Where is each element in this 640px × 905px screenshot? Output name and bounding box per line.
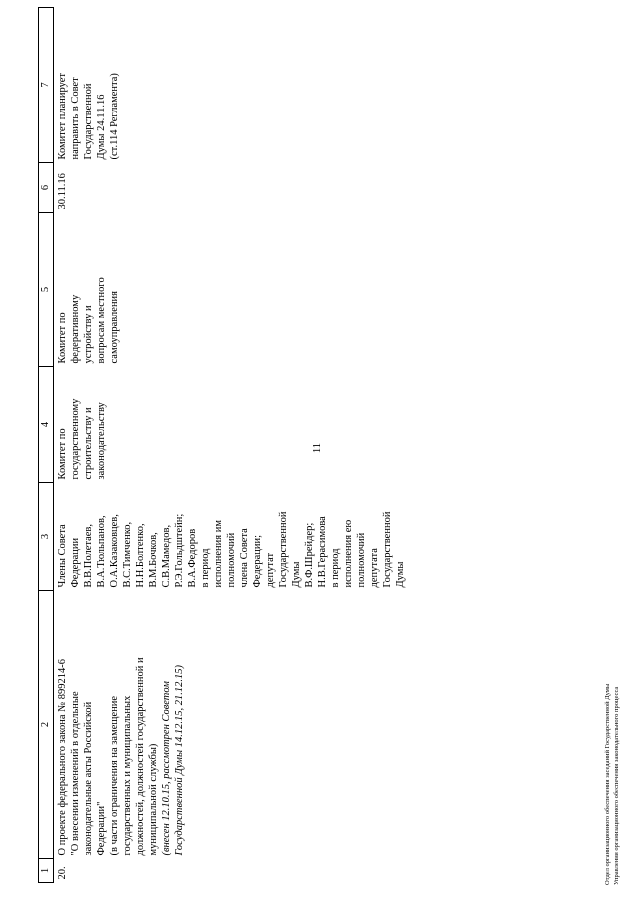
bill-line: должностей, должностей государственной и — [135, 657, 146, 856]
header-col-3: 3 — [39, 483, 54, 591]
note-line: Государственной — [83, 83, 94, 160]
bill-line: законодательные акты Российской — [83, 701, 94, 856]
initiator-line: полномочий — [356, 532, 367, 588]
header-col-7: 7 — [39, 8, 54, 163]
initiator-line: С.В.Мамедов, — [161, 524, 172, 588]
note-line: (ст.114 Регламента) — [109, 73, 120, 160]
bill-line-italic: Государственной Думы 14.12.15, 21.12.15) — [174, 665, 185, 856]
committee-line: устройству и — [83, 305, 94, 364]
initiator-line: В.А.Федоров — [187, 528, 198, 588]
initiator-line: О.А.Казаковцев, — [109, 514, 120, 588]
initiator-line: Н.Н.Болтенко, — [135, 523, 146, 588]
initiator-line: полномочий — [226, 532, 237, 588]
initiator-line: Члены Совета — [57, 524, 68, 588]
bill-line: О проекте федерального закона № 899214-6 — [57, 658, 68, 856]
header-col-2: 2 — [39, 591, 54, 859]
initiator-line: Н.В.Герасимова — [317, 516, 328, 588]
initiator-line: Думы — [395, 561, 406, 588]
responsible-committee — [54, 367, 408, 483]
footer-line-2: Управления организационного обеспечения законодательного процесса — [612, 686, 620, 885]
initiator-line: В.А.Тюльпанов, — [96, 515, 107, 588]
initiator-line: Думы — [291, 561, 302, 588]
initiator-line: исполнения им — [213, 520, 224, 588]
initiator-line: Федерации; — [252, 534, 263, 588]
note-cell — [54, 8, 408, 163]
table-row — [54, 8, 408, 883]
date-value: 30.11.16 — [57, 173, 68, 210]
bill-line-italic: (внесен 12.10.15, рассмотрен Советом — [161, 681, 172, 856]
initiator-line: Государственной — [382, 511, 393, 588]
page-number: 11 — [312, 442, 323, 454]
bill-line: муниципальной службы) — [148, 743, 159, 856]
committee-line: самоуправления — [109, 290, 120, 364]
initiator-line: Государственной — [278, 511, 289, 588]
initiator-line: депутата — [369, 548, 380, 588]
header-col-1: 1 — [39, 859, 54, 883]
committee-line: законодательству — [96, 402, 107, 480]
note-line: Комитет планирует — [57, 73, 68, 160]
header-col-5: 5 — [39, 213, 54, 367]
initiator-line: Федерации — [70, 537, 81, 588]
footer — [604, 565, 634, 885]
committee-line: вопросам местного — [96, 277, 107, 364]
row-number: 20. — [57, 866, 68, 880]
bill-line: "О внесении изменений в отдельные — [70, 691, 81, 856]
initiator-line: В.В.Полетаев, — [83, 524, 94, 588]
document-table — [38, 7, 407, 883]
header-col-4: 4 — [39, 367, 54, 483]
header-col-6: 6 — [39, 163, 54, 213]
note-line: Думы 24.11.16 — [96, 94, 107, 160]
committee-line: федеративному — [70, 294, 81, 364]
co-executor-committee — [54, 213, 408, 367]
initiator-line: исполнения ею — [343, 519, 354, 588]
bill-line: (в части ограничения на замещение — [109, 695, 120, 856]
initiator-line: В.С.Тимченко, — [122, 521, 133, 588]
initiators — [54, 483, 408, 591]
bill-line: Федерации" — [96, 801, 107, 856]
rotated-content — [38, 8, 406, 883]
footer-line-1: Отдел организационного обеспечения заседаний Государственной Думы — [604, 683, 611, 885]
initiator-line: В.Ф.Шрейдер; — [304, 522, 315, 588]
committee-line: Комитет по — [57, 312, 68, 364]
initiator-line: в период — [200, 548, 211, 588]
initiator-line: депутат — [265, 552, 276, 588]
initiator-line: В.М.Бочков, — [148, 532, 159, 588]
committee-line: строительству и — [83, 407, 94, 480]
initiator-line: Р.Э.Гольдштейн; — [174, 513, 185, 588]
bill-description — [54, 591, 408, 859]
bill-line: государственных и муниципальных — [122, 695, 133, 856]
committee-line: Комитет по — [57, 428, 68, 480]
date-cell — [54, 163, 408, 213]
note-line: направить в Совет — [70, 77, 81, 160]
header-row — [39, 8, 54, 883]
committee-line: государственному — [70, 398, 81, 480]
initiator-line: члена Совета — [239, 528, 250, 588]
initiator-line: в период — [330, 548, 341, 588]
